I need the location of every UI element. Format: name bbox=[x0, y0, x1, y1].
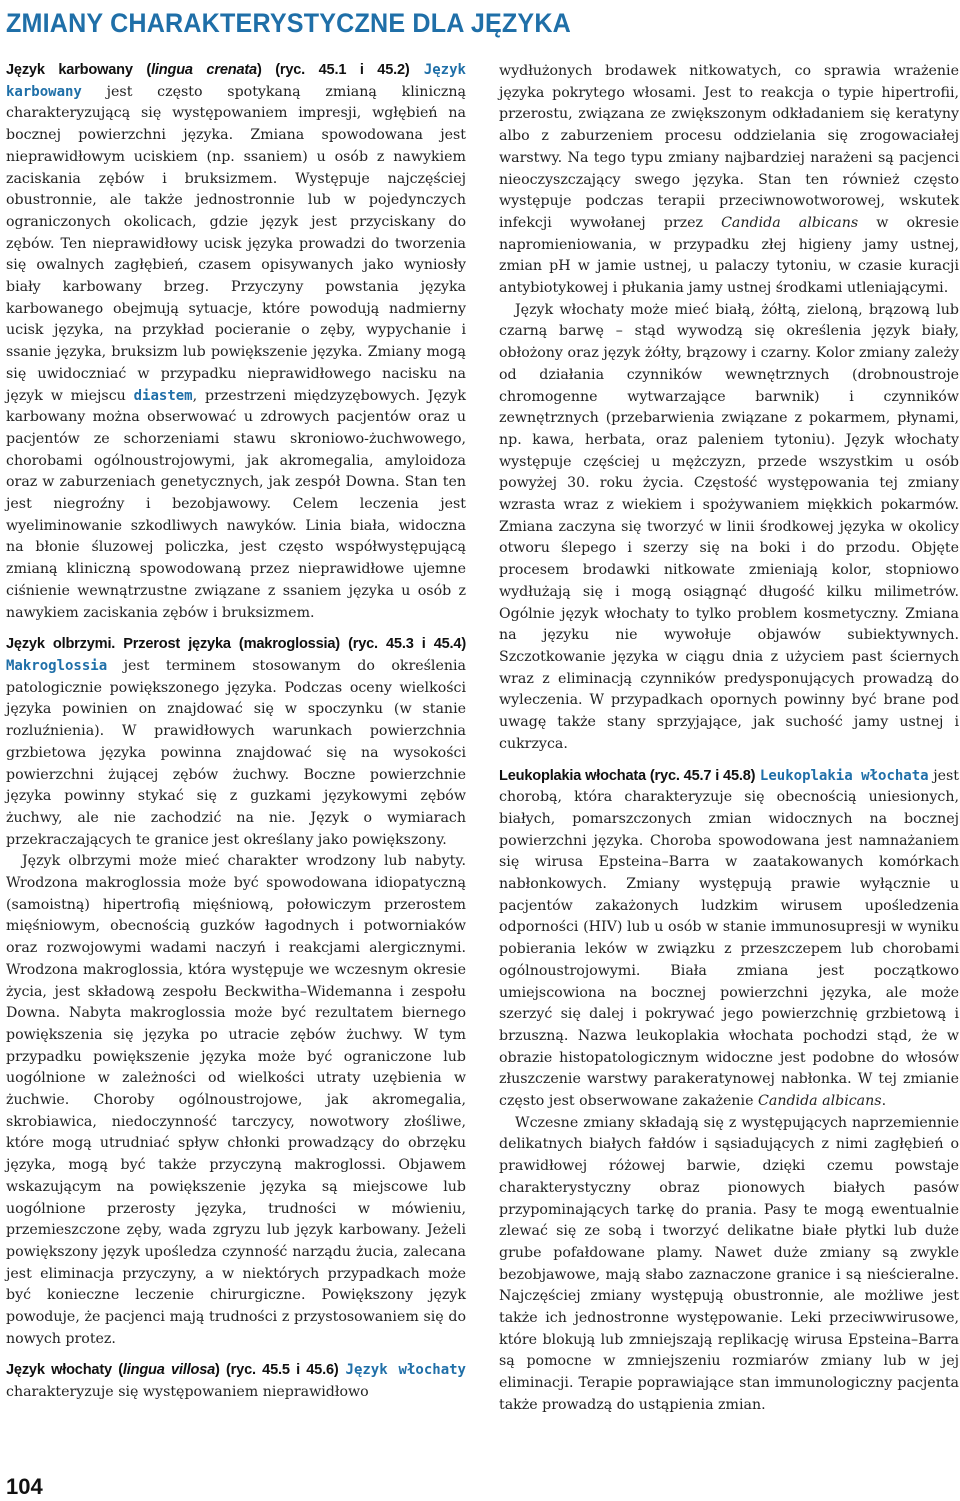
paragraph-text: jest chorobą, która charakteryzuje się obecnością uniesionych, białych, pomarszczonych zmian widocznych na bocznej powierzchni języka. Choroba spowodowana jest namnażaniem się wirusa Epsteina–Barra w zaatakowanych komórkach nabłonkowych. Zmiany występują prawie wyłącznie u pacjentów zakażonych ludzkim wirusem upośledzenia odporności (HIV) lub u osób w stanie immunosupresji w wyniku pobierania leków w związku z przeszczepem lub chorobami ogólnoustrojowymi. Biała zmiana jest początkowo umiejscowiona na bocznej powierzchni języka, ale może szerzyć się dalej i pokrywać jego powierzchnię grzbietową i brzuszną. Nazwa leukoplakia włochata pochodzi stąd, że w obrazie histopatologicznym widoczne jest podobne do włosów złuszczenie warstwy parakeratynowej nabłonka. W tej zmianie często jest obserwowane zakażenie bbox=[499, 767, 959, 1110]
term-highlight: Leukoplakia włochata bbox=[759, 767, 929, 784]
section-jezyk-wlochaty bbox=[6, 1360, 466, 1403]
section-jezyk-olbrzymi bbox=[6, 634, 466, 851]
page-number: 104 bbox=[6, 1474, 43, 1499]
section-heading: Leukoplakia włochata (ryc. 45.7 i 45.8) bbox=[499, 767, 756, 784]
paragraph-text: charakteryzuje się występowaniem nieprawidłowo bbox=[6, 1384, 369, 1401]
section-heading: Język włochaty (lingua villosa) (ryc. 45.5 i 45.6) bbox=[6, 1362, 339, 1379]
paragraph-text: jest często spotykaną zmianą kliniczną charakteryzującą się występowaniem impresji, wgłębień na bocznej powierzchni języka. Zmiana spowodowana jest nieprawidłowym uciskiem (np. ssaniem) u osób z nawykiem zaciskania zębów i bruksizmem. Występuje najczęściej obustronnie, ale także jednostronnie lub w pojedynczych ograniczonych okolicach, gdzie język jest przyciskany do zębów. Ten nieprawidłowy ucisk języka prowadzi do tworzenia się owalnych zagłębień, czasem opisywanych jako wyniosły biały karbowany brzeg. Przyczyny powstania języka karbowanego obejmują sytuacje, które powodują nadmierny ucisk języka, na przykład pocieranie o zęby, wypychanie i ssanie języka, bruksizm lub powiększenie języka. Zmiany mogą się uwidoczniać w przypadku nieprawidłowego nacisku na język w miejscu bbox=[6, 83, 466, 404]
paragraph-text: , przestrzeni międzyzębowych. Język karbowany można obserwować u zdrowych pacjentów oraz u pacjentów ze schorzeniami stawu skroniowo-żuchwowego, chorobami ogólnoustrojowymi, jak akromegalia, amyloidoza oraz w zaburzeniach genetycznych, jak zespół Downa. Stan ten jest niegroźny i bezobjawowy. Celem leczenia jest wyeliminowanie szkodliwych nawyków. Linia biała, widoczna na błonie śluzowej policzka, jest często współwystępującą zmianą kliniczną spowodowaną przez nieprawidłowe ujemne ciśnienie wewnątrzustne związane z ssaniem języka u osób z nawykiem zaciskania zębów i bruksizmem. bbox=[6, 387, 466, 621]
keyword-diastem: diastem bbox=[133, 387, 193, 404]
paragraph: Wczesne zmiany składają się z występujących naprzemiennie delikatnych białych fałdów i sąsiadujących z nimi zagłębień o prawidłowej różowej barwie, dzięki czemu powstaje charakterystyczny obraz pionowych białych pasów przypominających tarkę do prania. Pasy te mogą ewentualnie zlewać się ze sobą i tworzyć delikatne białe płytki lub duże grube pofałdowane plamy. Nawet duże zmiany są zwykle bezobjawowe, mają słabo zaznaczone granice i są nieścieralne. Najczęściej zmiany występują obustronnie, ale możliwe jest także ich jednostronne występowanie. Leki przeciwwirusowe, które blokują lub zmniejszają replikację wirusa Epsteina–Barra są pomocne w zmniejszeniu rozmiarów zmiany lub w jej eliminacji. Terapie poprawiające stan immunologiczny pacjenta także prowadzą do ustąpienia zmian. bbox=[499, 1114, 959, 1413]
term-highlight: Język włochaty bbox=[345, 1362, 466, 1379]
section-heading: Język karbowany (lingua crenata) (ryc. 45.1 i 45.2) bbox=[6, 62, 410, 78]
section-leukoplakia-wlochata: Leukoplakia włochata (ryc. 45.7 i 45.8) Leukoplakia włochata jest chorobą, która charakteryzuje się obecnością uniesionych, białych, pomarszczonych zmian widocznych na bocznej powierzchni języka. Choroba spowodowana jest namnażaniem się wirusa Epsteina–Barra w zaatakowanych komórkach nabłonkowych. Zmiany występują prawie wyłącznie u pacjentów zakażonych ludzkim wirusem upośledzenia odporności (HIV) lub u osób w stanie immunosupresji w wyniku pobierania leków w związku z przeszczepem lub chorobami ogólnoustrojowymi. Biała zmiana jest początkowo umiejscowiona na bocznej powierzchni języka, ale może szerzyć się dalej i pokrywać jego powierzchnię grzbietową i brzuszną. Nazwa leukoplakia włochata pochodzi stąd, że w obrazie histopatologicznym widoczne jest podobne do włosów złuszczenie warstwy parakeratynowej nabłonka. W tej zmianie często jest obserwowane zakażenie Candida albicans. bbox=[499, 767, 959, 1110]
page-title: ZMIANY CHARAKTERYSTYCZNE DLA JĘZYKA bbox=[6, 8, 572, 38]
left-column bbox=[6, 60, 466, 1404]
section-heading: Język olbrzymi. Przerost języka (makroglossia) (ryc. 45.3 i 45.4) bbox=[6, 636, 466, 653]
paragraph-continued: wydłużonych brodawek nitkowatych, co sprawia wrażenie języka pokrytego włosami. Jest to reakcja o typie hipertrofii, przerostu, związana ze zwiększonym odkładaniem się keratyny albo z zaburzeniem procesu oddzielania się zrogowaciałej warstwy. Na tego typu zmiany najbardziej narażeni są pacjenci nieoczyszczający swego języka. Stan ten również często występuje podczas terapii przeciwnowotworowej, wskutek infekcji wywołanej przez Candida albicans w okresie napromieniowania, w przypadku złej higieny jamy ustnej, zmian pH w jamie ustnej, u palaczy tytoniu, w czasie kuracji antybiotykowej i płukania jamy ustnej środkami utleniającymi. bbox=[499, 63, 959, 297]
section-jezyk-karbowany bbox=[6, 60, 466, 624]
term-highlight: Makroglossia bbox=[6, 657, 108, 674]
term-highlight: Język karbowany bbox=[6, 62, 466, 100]
right-column bbox=[499, 61, 959, 1417]
paragraph: Język włochaty może mieć białą, żółtą, zieloną, brązową lub czarną barwę – stąd wywodzą się określenia język biały, obłożony oraz język żółty, brązowy i czarny. Kolor zmiany zależy od działania czynników wewnętrznych (drobnoustroje chromogenne wytwarzające barwnik) i czynników zewnętrznych (przebarwienia związane z pokarmem, płynami, np. kawa, herbata, oraz paleniem tytoniu). Język włochaty występuje częściej u mężczyzn, przede wszystkim u osób powyżej 30. roku życia. Częstość występowania tej zmiany wzrasta wraz z wiekiem i spożywaniem miękkich pokarmów. Zmiana zaczyna się tworzyć w linii środkowej języka w okolicy otworu ślepego i szerzy się na boki i do przodu. Objęte procesem brodawki nitkowate zmieniają kolor, stopniowo wydłużają się i mogą osiągnąć długość kilku milimetrów. Ogólnie język włochaty to tylko problem kosmetyczny. Zmiana na języku nie wywołuje objawów subiektywnych. Szczotkowanie języka w ciągu dnia z użyciem past ściernych wraz z eliminacją czynników predysponujących prowadzą do wyleczenia. W przypadkach opornych powinny być brane pod uwagę także stany sprzyjające, jak suchość jamy ustnej i cukrzyca. bbox=[499, 301, 959, 752]
paragraph: Język olbrzymi może mieć charakter wrodzony lub nabyty. Wrodzona makroglossia może być spowodowana idiopatyczną (samoistną) hipertrofią mięśniową, połowiczym przerostem mięśniowym, obecnością guzków łagodnych i potworniaków oraz rozwojowymi wadami naczyń i reakcjami alergicznymi. Wrodzona makroglossia, która występuje we wczesnym okresie życia, jest składową zespołu Beckwitha–Widemanna i zespołu Downa. Nabyta makroglossia może być rezultatem biernego powiększenia się języka po utracie zębów żuchwy. W tym przypadku powiększenie języka może być ograniczone lub uogólnione w zależności od wielkości utraty uzębienia w żuchwie. Choroby ogólnoustrojowe, jak akromegalia, skrobiawica, niedoczynność tarczycy, nowotwory złośliwe, które mogą utrudniać spływ chłonki prowadzący do obrzęku języka, mogą być także przyczyną makroglossi. Objawem wskazującym na powiększenie języka są miejscowe lub uogólnione przerosty języka, trudności w mówieniu, przemieszczone zęby, wada zgryzu lub język karbowany. Jeżeli powiększony język upośledza czynność narządu żucia, zalecana jest eliminacja przyczyny, a w niektórych przypadkach może być konieczne leczenie chirurgiczne. Powiększony język powoduje, że pacjenci mają trudności z przystosowaniem się do nowych protez. bbox=[6, 853, 466, 1347]
paragraph-text: jest terminem stosowanym do określenia patologicznie powiększonego języka. Podczas oceny wielkości języka powinien on znajdować się w spoczynku (w stanie rozluźnienia). W prawidłowych warunkach powierzchnia grzbietowa języka powinna znajdować się na wysokości powierzchni żującej zębów żuchwy. Boczne powierzchnie języka powinny stykać się z guzkami językowymi zębów żuchwy, ale nie zachodzić na nie. Język o wymiarach przekraczających te granice jest określany jako powiększony. bbox=[6, 657, 466, 848]
